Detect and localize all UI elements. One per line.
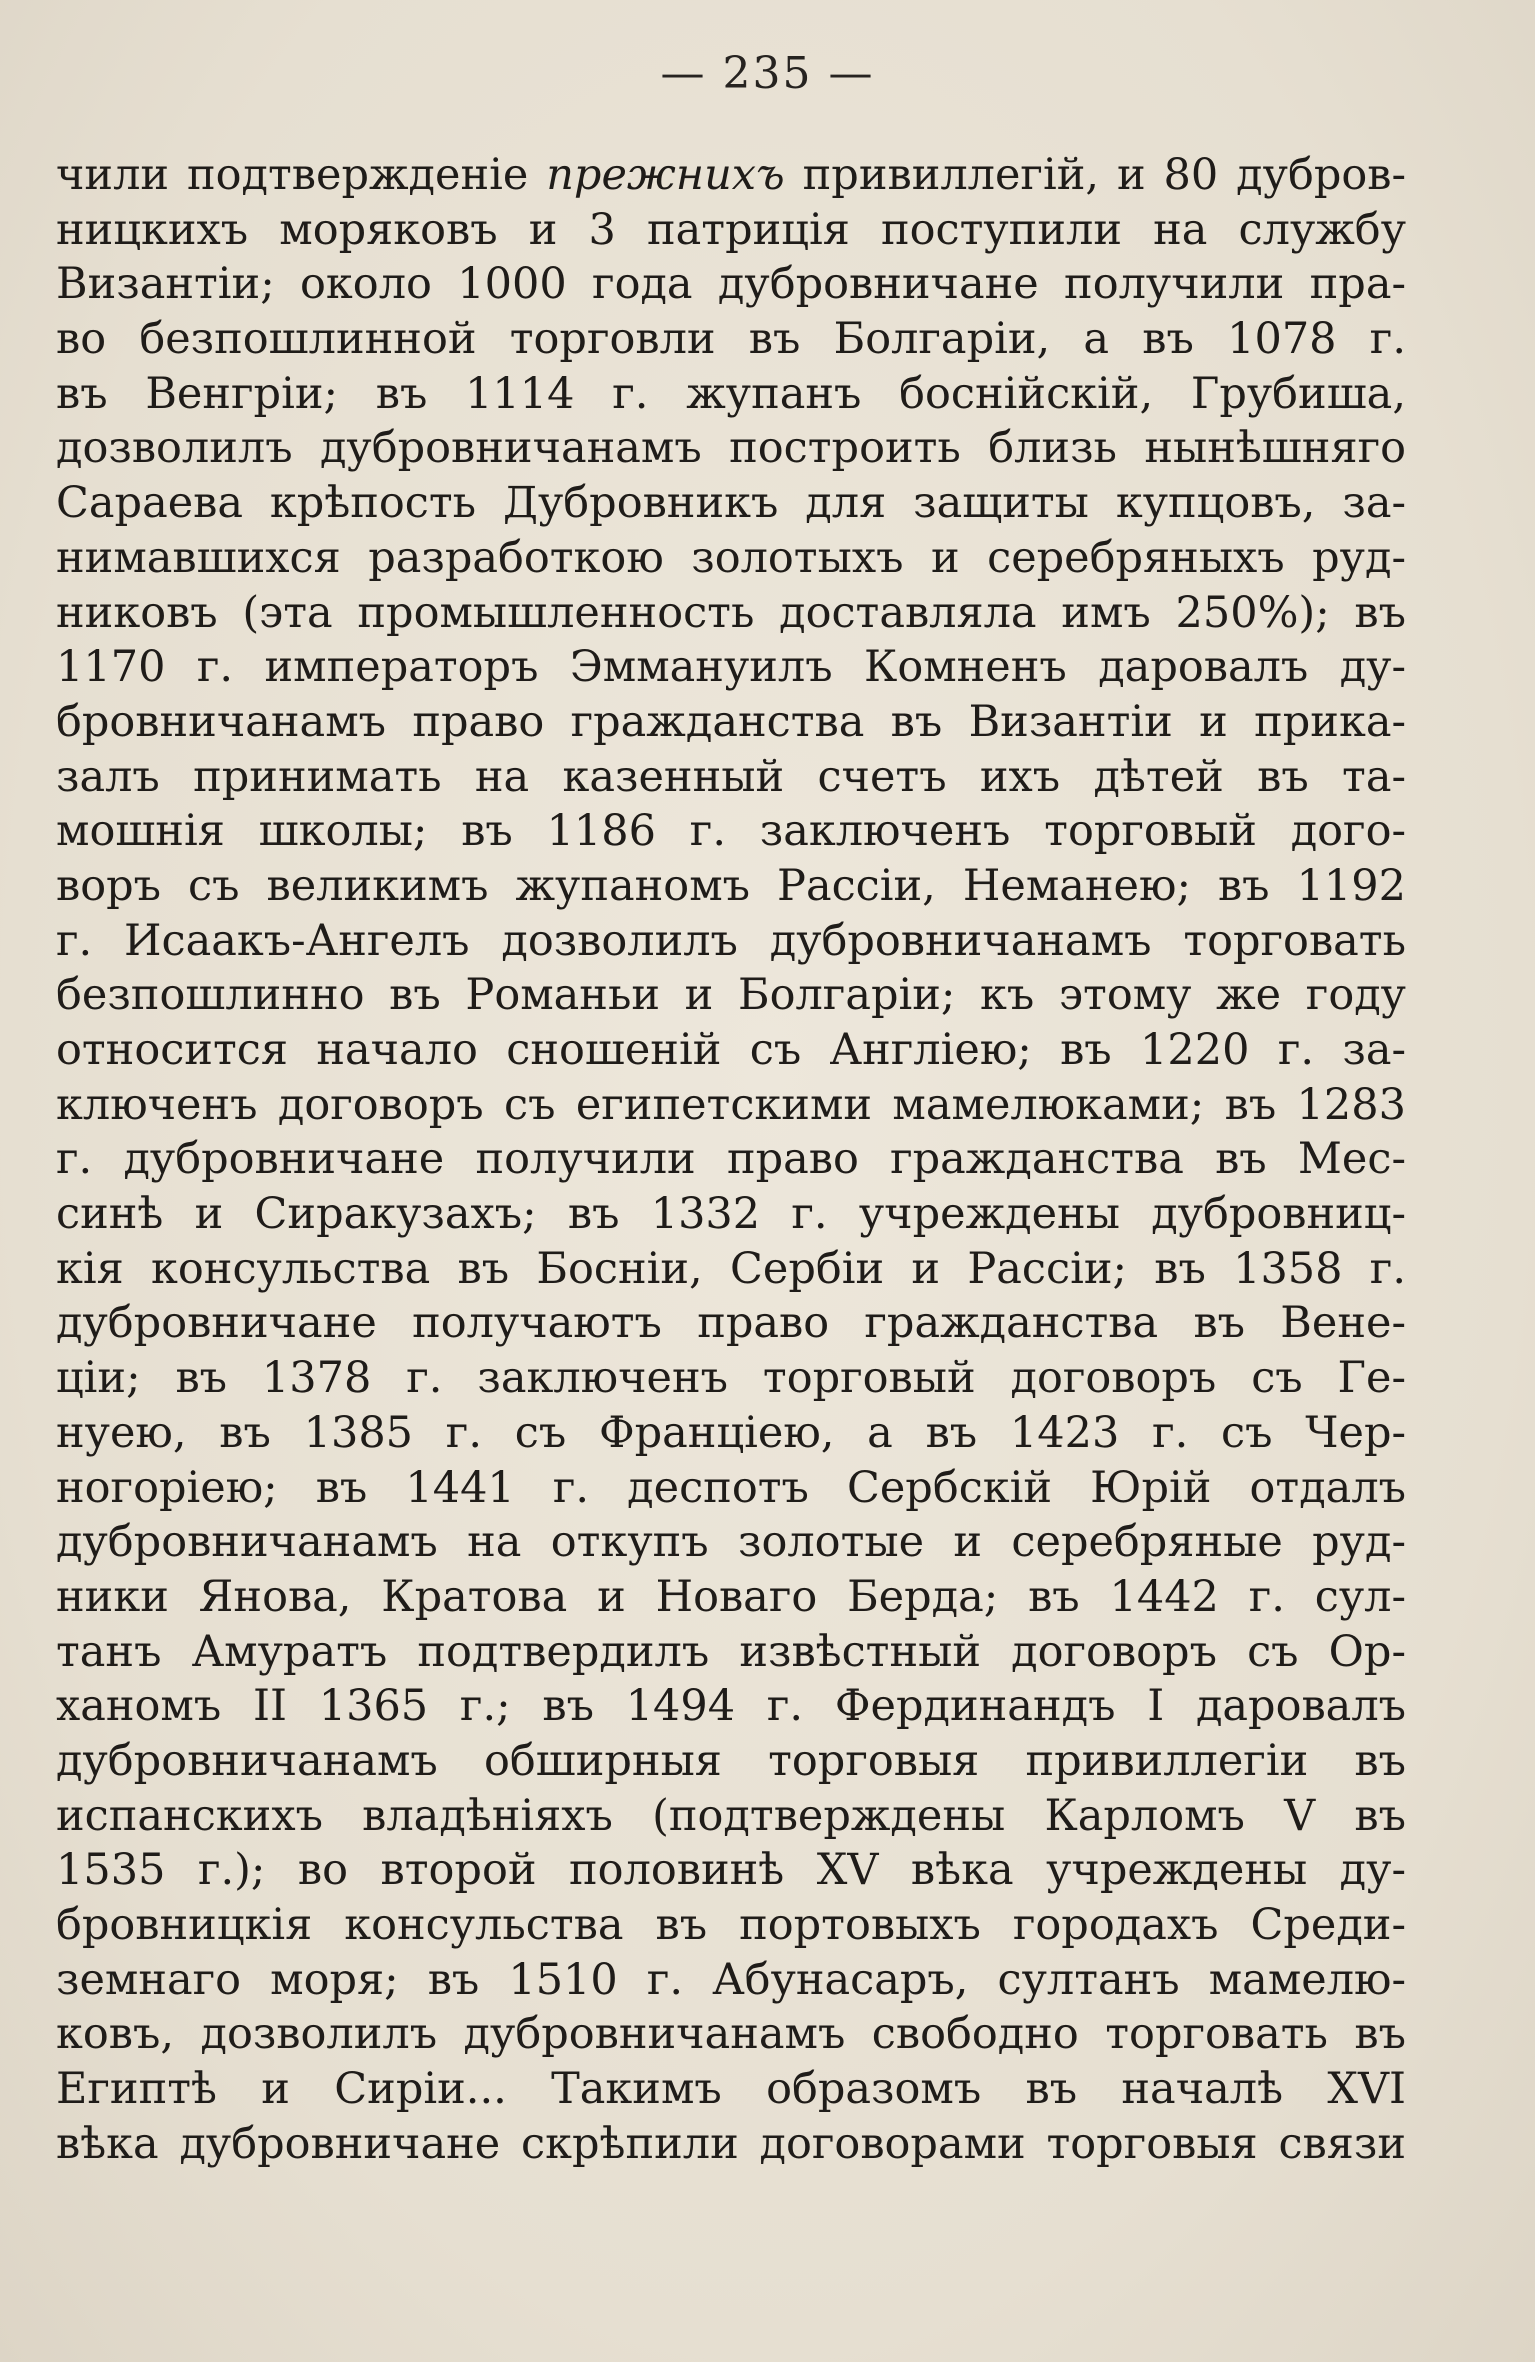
text-line — [56, 1187, 1406, 1242]
text-line-segment: бровничанамъ право гражданства въ Византіи и прика- — [56, 696, 1406, 747]
text-line-segment: ковъ, дозволилъ дубровничанамъ свободно торговать въ — [56, 2009, 1406, 2060]
text-line-segment: дубровничане получаютъ право гражданства въ Вене- — [56, 1298, 1406, 1349]
text-line-segment: бровницкія консульства въ портовыхъ городахъ Среди- — [56, 1900, 1406, 1950]
text-line-segment: ханомъ II 1365 г.; въ 1494 г. Фердинандъ I даровалъ — [56, 1681, 1406, 1732]
text-line-segment: испанскихъ владѣніяхъ (подтверждены Карломъ V въ — [56, 1790, 1406, 1841]
text-line — [56, 1843, 1406, 1898]
text-line — [56, 1515, 1406, 1570]
text-line — [56, 367, 1406, 422]
text-line-segment: синѣ и Сиракузахъ; въ 1332 г. учреждены дубровниц- — [56, 1189, 1406, 1240]
text-line — [56, 531, 1406, 586]
text-line — [56, 1406, 1406, 1461]
text-line-segment: 1535 г.); во второй половинѣ XV вѣка учреждены ду- — [56, 1845, 1406, 1896]
text-line — [56, 1351, 1406, 1406]
text-line — [56, 1023, 1406, 1078]
text-line-segment: относится начало сношеній съ Англіею; въ 1220 г. за- — [56, 1025, 1406, 1075]
text-line — [56, 1679, 1406, 1734]
text-line — [56, 1296, 1406, 1351]
text-line — [56, 859, 1406, 914]
text-line — [56, 586, 1406, 641]
text-line — [56, 750, 1406, 805]
text-line-segment: г. Исаакъ-Ангелъ дозволилъ дубровничанамъ торговать — [56, 915, 1406, 966]
text-line-segment: вѣка дубровничане скрѣпили договорами торговыя связи — [56, 2118, 1406, 2169]
text-line — [56, 1898, 1406, 1953]
text-line-segment: г. дубровничане получили право гражданства въ Мес- — [56, 1134, 1406, 1185]
text-line — [56, 968, 1406, 1023]
text-line-segment: дубровничанамъ обширныя торговыя привиллегіи въ — [56, 1735, 1406, 1786]
text-line — [56, 1625, 1406, 1680]
text-line-segment: Египтѣ и Сиріи... Такимъ образомъ въ началѣ XVI — [56, 2064, 1406, 2115]
text-line-segment: ницкихъ моряковъ и 3 патриція поступили на службу — [56, 204, 1406, 255]
text-line-segment: ногоріею; въ 1441 г. деспотъ Сербскій Юрій отдалъ — [56, 1462, 1406, 1513]
text-line-segment: въ Венгріи; въ 1114 г. жупанъ боснійскій, Грубиша, — [56, 368, 1406, 419]
text-line-segment: кія консульства въ Босніи, Сербіи и Рассіи; въ 1358 г. — [56, 1243, 1406, 1294]
text-line — [56, 804, 1406, 859]
text-line-segment: безпошлинно въ Романьи и Болгаріи; къ этому же году — [56, 970, 1406, 1021]
text-line-segment: Сараева крѣпость Дубровникъ для защиты купцовъ, за- — [56, 478, 1406, 529]
text-line — [56, 1242, 1406, 1297]
text-line — [56, 257, 1406, 312]
text-line — [56, 2062, 1406, 2117]
text-line — [56, 1953, 1406, 2008]
text-line — [56, 2007, 1406, 2062]
text-line — [56, 1078, 1406, 1133]
text-line-segment: 1170 г. императоръ Эммануилъ Комненъ даровалъ ду- — [56, 642, 1406, 693]
text-line-segment: ники Янова, Кратова и Новаго Берда; въ 1442 г. сул- — [56, 1571, 1406, 1622]
text-line — [56, 640, 1406, 695]
text-line — [56, 695, 1406, 750]
text-line-segment: воръ съ великимъ жупаномъ Рассіи, Неманею; въ 1192 — [56, 860, 1406, 911]
text-line-segment: ціи; въ 1378 г. заключенъ торговый договоръ съ Ге- — [56, 1353, 1406, 1404]
text-line-segment: земнаго моря; въ 1510 г. Абунасаръ, султанъ мамелю- — [56, 1954, 1406, 2005]
page-number: — 235 — — [660, 48, 875, 99]
text-line — [56, 148, 1406, 203]
body-text — [56, 148, 1406, 2171]
text-line-segment: никовъ (эта промышленность доставляла имъ 250%); въ — [56, 587, 1406, 638]
text-line — [56, 1789, 1406, 1844]
text-line-segment: ключенъ договоръ съ египетскими мамелюками; въ 1283 — [56, 1079, 1406, 1130]
text-line — [56, 914, 1406, 969]
text-line — [56, 312, 1406, 367]
text-line — [56, 421, 1406, 476]
text-line — [56, 1461, 1406, 1516]
text-line-segment: танъ Амуратъ подтвердилъ извѣстный договоръ съ Ор- — [56, 1626, 1406, 1677]
text-line — [56, 1570, 1406, 1625]
italic-emphasis: прежнихъ — [546, 150, 785, 200]
text-line-segment: нуею, въ 1385 г. съ Франціею, а въ 1423 г. съ Чер- — [56, 1407, 1406, 1458]
text-line-segment: дозволилъ дубровничанамъ построить близь нынѣшняго — [56, 423, 1406, 474]
text-line-segment: привиллегій, и 80 дубров- — [784, 150, 1406, 200]
text-line-segment: мошнія школы; въ 1186 г. заключенъ торговый дого- — [56, 806, 1406, 857]
text-line-segment: во безпошлинной торговли въ Болгаріи, а въ 1078 г. — [56, 314, 1406, 365]
text-line — [56, 2117, 1406, 2172]
text-line — [56, 1132, 1406, 1187]
text-line-segment: залъ принимать на казенный счетъ ихъ дѣтей въ та- — [56, 751, 1406, 802]
text-line — [56, 203, 1406, 258]
text-line-segment: чили подтвержденіе — [56, 150, 547, 200]
text-line-segment: Византіи; около 1000 года дубровничане получили пра- — [56, 259, 1406, 310]
text-line — [56, 1734, 1406, 1789]
text-line — [56, 476, 1406, 531]
text-line-segment: дубровничанамъ на откупъ золотые и серебряные руд- — [56, 1517, 1406, 1568]
text-line-segment: нимавшихся разработкою золотыхъ и серебряныхъ руд- — [56, 532, 1406, 583]
